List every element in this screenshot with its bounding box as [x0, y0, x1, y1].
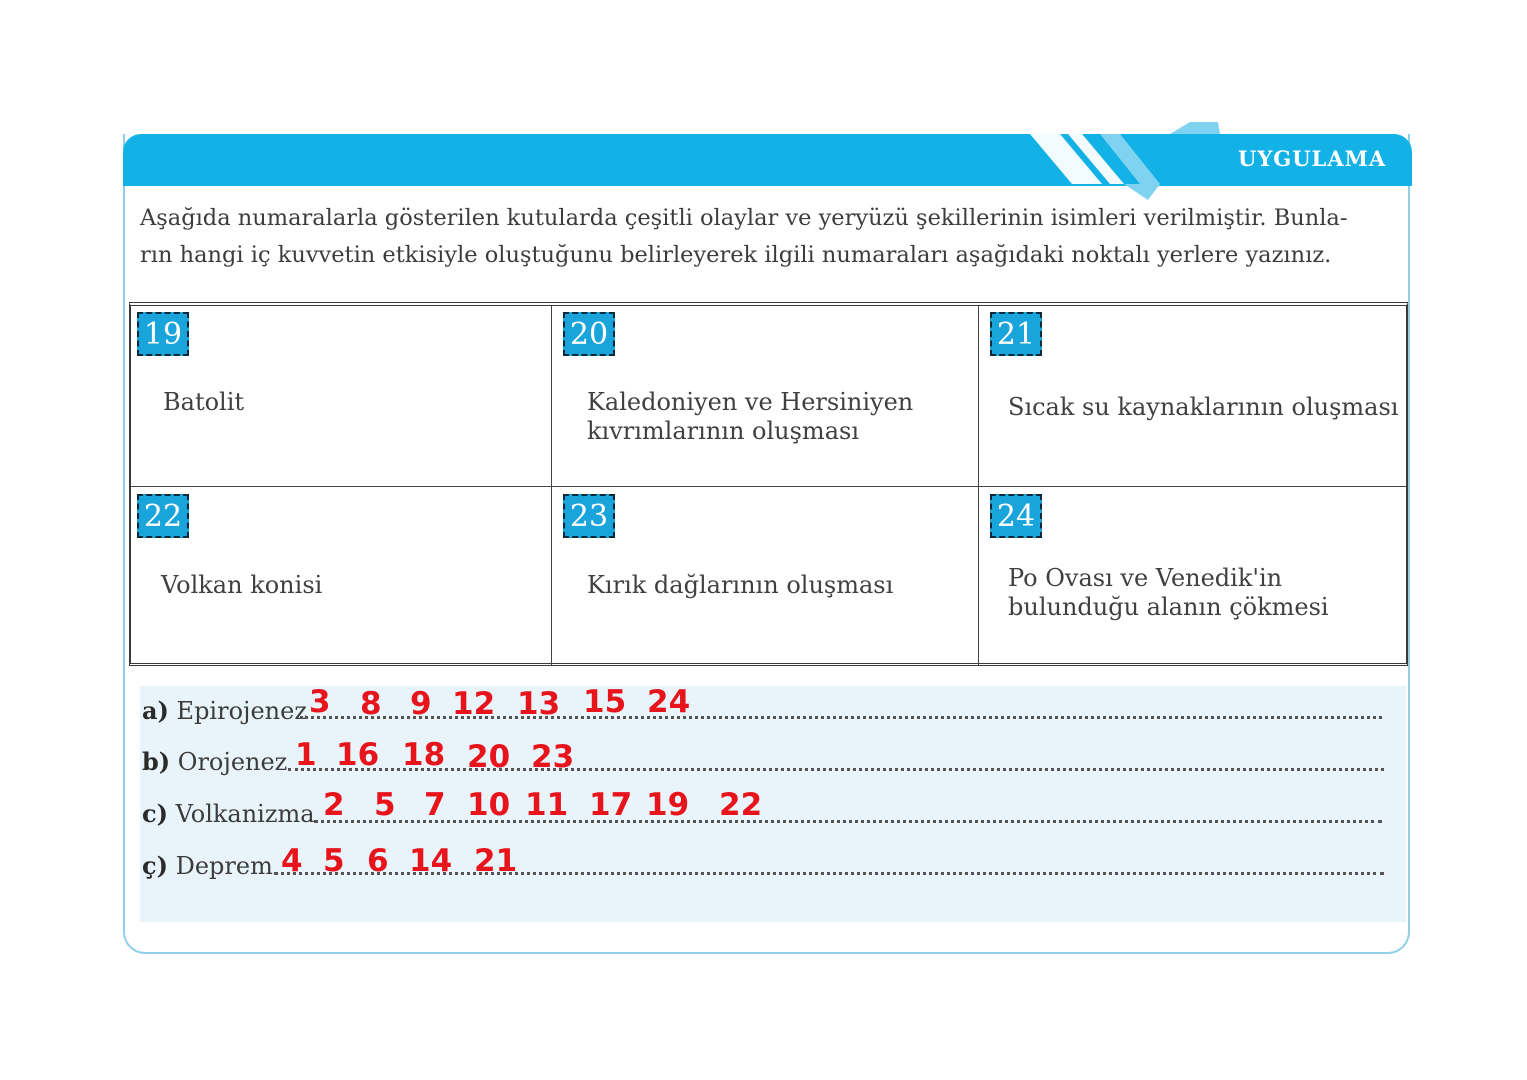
answer-number: 12 — [452, 686, 496, 722]
answer-number: 6 — [367, 843, 389, 879]
section-label: UYGULAMA — [1238, 146, 1387, 171]
answer-row-deprem — [142, 851, 273, 880]
answer-letter: c) — [142, 799, 168, 828]
answer-number: 5 — [374, 787, 396, 823]
instructions — [140, 200, 1395, 274]
box-number-badge: 23 — [563, 494, 615, 538]
answer-row-epirojenez — [142, 696, 307, 725]
box-24 — [978, 486, 1406, 666]
answer-number: 11 — [525, 787, 569, 823]
box-text-line: Volkan konisi — [161, 571, 323, 599]
box-number-badge: 19 — [137, 312, 189, 356]
answer-number: 17 — [589, 787, 633, 823]
answer-label: Epirojenez — [176, 697, 307, 725]
answer-number: 9 — [410, 686, 432, 722]
answer-number: 4 — [281, 843, 303, 879]
answer-number: 7 — [424, 787, 446, 823]
box-text — [1008, 393, 1398, 422]
answer-number: 10 — [467, 787, 511, 823]
box-text-line: Po Ovası ve Venedik'in — [1008, 564, 1283, 592]
events-grid — [129, 302, 1408, 666]
answer-number: 14 — [409, 843, 453, 879]
answer-number: 21 — [474, 843, 518, 879]
answer-number: 5 — [323, 843, 345, 879]
answer-letter: ç) — [142, 851, 168, 880]
box-number-badge: 21 — [990, 312, 1042, 356]
answer-letter: b) — [142, 747, 171, 776]
answer-number: 23 — [531, 739, 575, 775]
instructions-line-2: rın hangi iç kuvvetin etkisiyle oluştuğunu belirleyerek ilgili numaraları aşağıdaki noktalı yerlere yazınız. — [140, 242, 1332, 268]
box-number-badge: 20 — [563, 312, 615, 356]
answer-number: 3 — [309, 684, 331, 720]
answer-letter: a) — [142, 696, 169, 725]
answer-number: 22 — [719, 787, 763, 823]
box-20 — [551, 306, 978, 486]
answer-label: Orojenez — [177, 748, 288, 776]
box-text-line: bulunduğu alanın çökmesi — [1008, 593, 1329, 621]
box-text-line: Kırık dağlarının oluşması — [587, 571, 894, 599]
answer-number: 15 — [583, 684, 627, 720]
box-22 — [131, 486, 551, 666]
answer-number: 8 — [360, 686, 382, 722]
box-text — [163, 388, 244, 417]
banner-stripes-decoration — [1020, 120, 1260, 200]
answer-number: 19 — [646, 787, 690, 823]
answer-number: 16 — [336, 737, 380, 773]
answer-row-orojenez — [142, 747, 287, 776]
instructions-line-1: Aşağıda numaralarla gösterilen kutularda çeşitli olaylar ve yeryüzü şekillerinin isimleri verilmiştir. Bunla- — [140, 205, 1348, 231]
box-19 — [131, 306, 551, 486]
box-text — [587, 388, 913, 446]
answer-number: 20 — [467, 739, 511, 775]
answer-number: 18 — [402, 737, 446, 773]
box-23 — [551, 486, 978, 666]
box-text — [1008, 564, 1329, 622]
answer-number: 2 — [323, 787, 345, 823]
box-text — [587, 571, 893, 600]
box-21 — [978, 306, 1406, 486]
box-text — [161, 571, 322, 600]
answer-label: Deprem — [175, 852, 273, 880]
answer-number: 24 — [647, 684, 691, 720]
box-text-line: Kaledoniyen ve Hersiniyen — [587, 388, 914, 416]
box-number-badge: 22 — [137, 494, 189, 538]
box-number-badge: 24 — [990, 494, 1042, 538]
box-text-line: Batolit — [163, 388, 245, 416]
answer-label: Volkanizma — [175, 800, 315, 828]
box-text-line: Sıcak su kaynaklarının oluşması — [1008, 393, 1399, 421]
answer-line[interactable] — [288, 768, 1384, 771]
answer-row-volkanizma — [142, 799, 315, 828]
answer-number: 13 — [517, 686, 561, 722]
box-text-line: kıvrımlarının oluşması — [587, 417, 859, 445]
answer-number: 1 — [295, 737, 317, 773]
